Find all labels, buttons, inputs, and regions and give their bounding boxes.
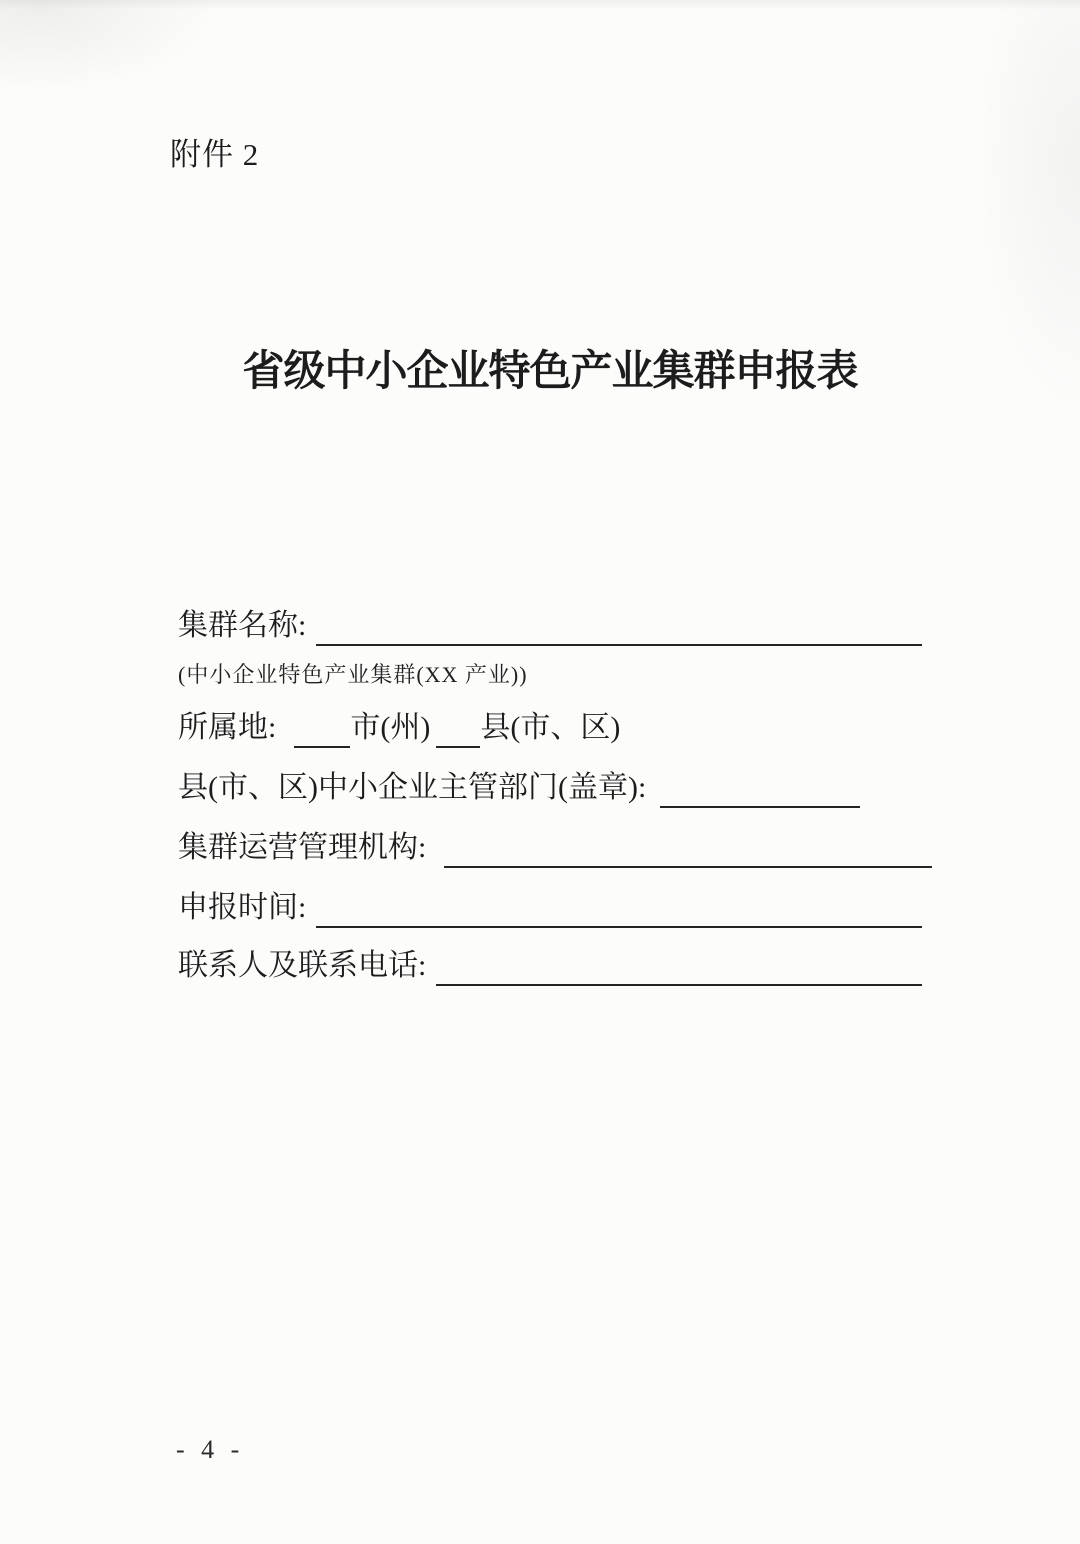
apply-date-label: 申报时间: xyxy=(178,891,307,924)
operator-label: 集群运营管理机构: xyxy=(178,831,427,864)
attachment-label: 附件 2 xyxy=(170,137,260,172)
field-row-location xyxy=(178,708,620,748)
cluster-name-note: (中小企业特色产业集群(XX 产业)) xyxy=(178,662,528,687)
authority-blank xyxy=(660,768,860,808)
contact-blank xyxy=(436,946,922,986)
location-county-blank xyxy=(436,708,480,748)
page-number: - 4 - xyxy=(176,1435,245,1464)
field-row-cluster-name xyxy=(178,606,922,646)
field-row-authority xyxy=(178,768,860,808)
cluster-name-blank xyxy=(316,606,922,646)
location-county-unit: 县(市、区) xyxy=(480,711,621,744)
operator-blank xyxy=(444,828,932,868)
field-row-contact xyxy=(178,946,922,986)
apply-date-blank xyxy=(316,888,922,928)
cluster-name-label: 集群名称: xyxy=(178,609,307,642)
location-city-unit: 市(州) xyxy=(350,711,431,744)
field-row-apply-date xyxy=(178,888,922,928)
authority-label: 县(市、区)中小企业主管部门(盖章): xyxy=(178,771,647,804)
field-row-operator xyxy=(178,828,932,868)
location-city-blank xyxy=(294,708,350,748)
page-title: 省级中小企业特色产业集群申报表 xyxy=(242,349,858,395)
contact-label: 联系人及联系电话: xyxy=(178,949,427,982)
location-label: 所属地: xyxy=(178,711,277,744)
